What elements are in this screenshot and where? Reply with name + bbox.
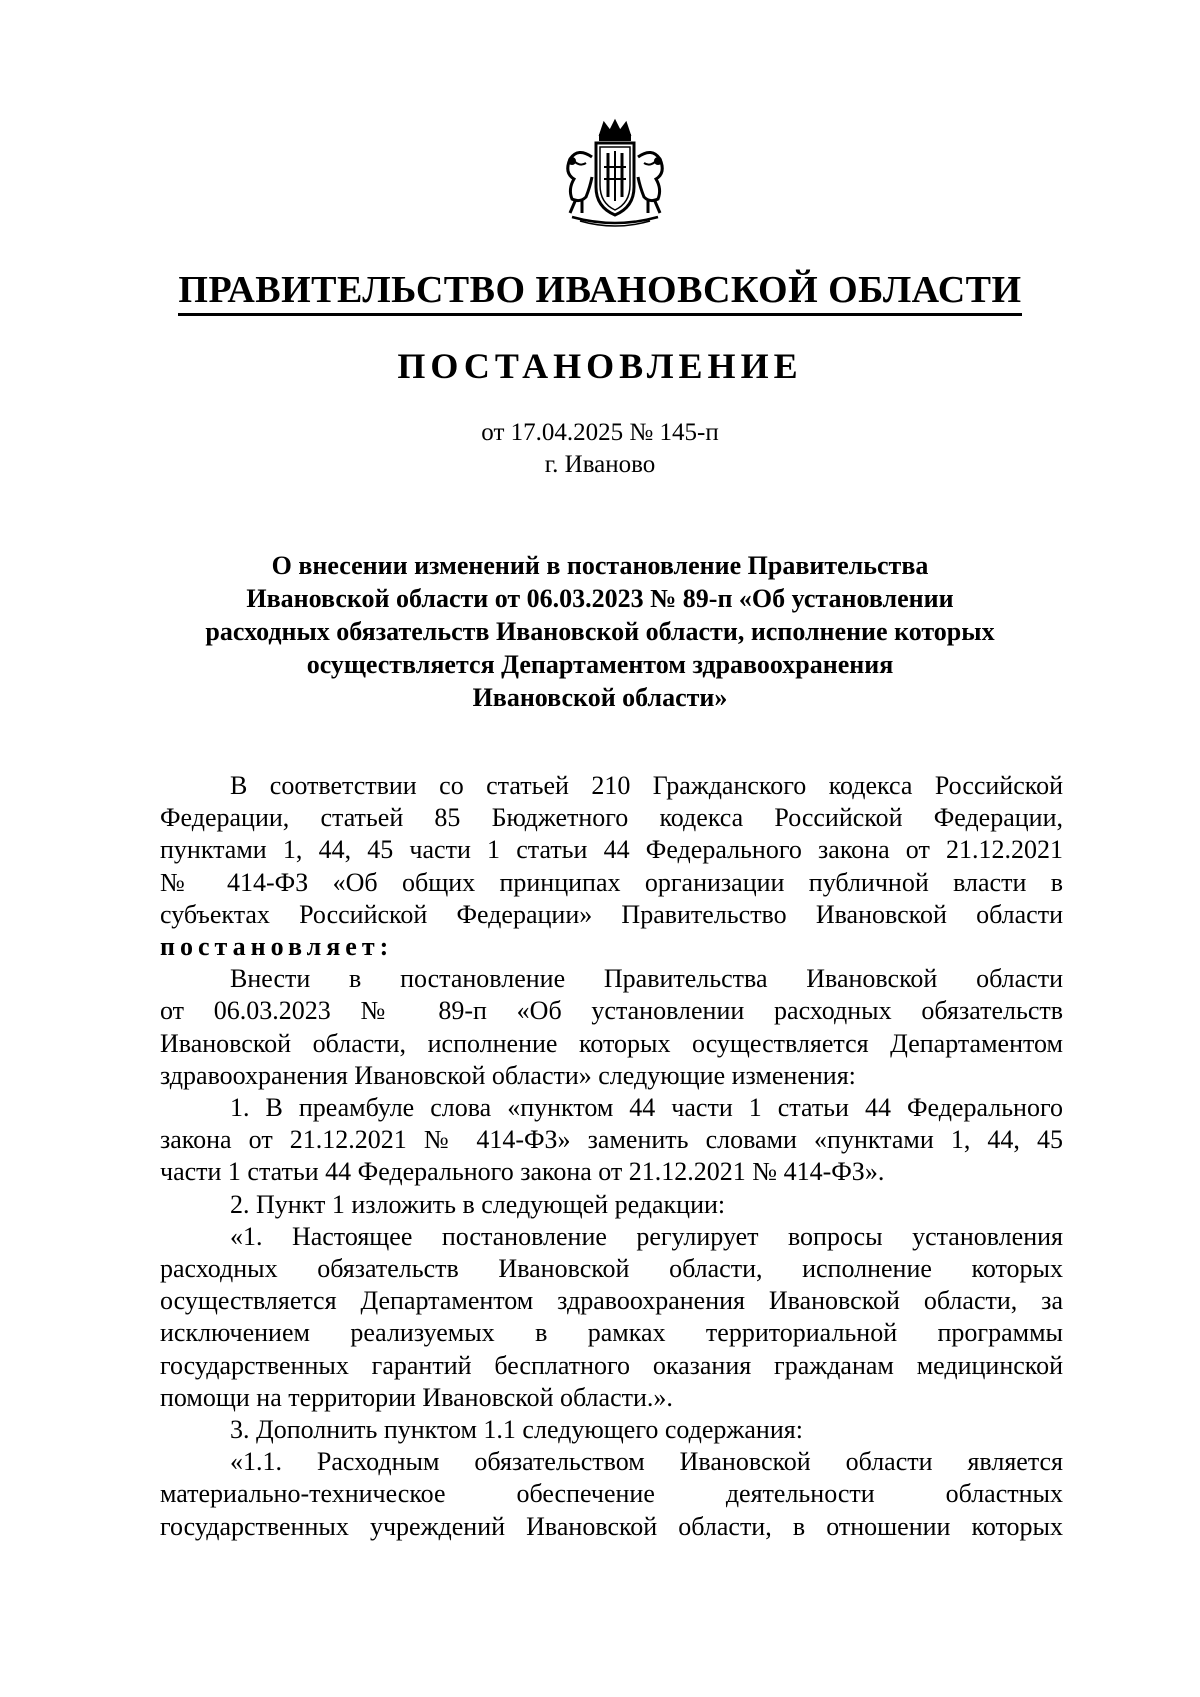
body-line: пунктами 1, 44, 45 части 1 статьи 44 Федерального закона от 21.12.2021: [160, 835, 1063, 865]
body-line: расходных обязательств Ивановской области, исполнение которых: [160, 1254, 1063, 1284]
body-line: № 414-ФЗ «Об общих принципах организации публичной власти в: [160, 867, 1063, 897]
body-line: от 06.03.2023 № 89-п «Об установлении расходных обязательств: [160, 996, 1063, 1026]
title-line: расходных обязательств Ивановской области, исполнение которых: [205, 617, 995, 646]
title-line: Ивановской области от 06.03.2023 № 89-п «Об установлении: [246, 584, 954, 613]
document-type: ПОСТАНОВЛЕНИЕ: [397, 346, 803, 386]
body-line: государственных учреждений Ивановской области, в отношении которых: [160, 1511, 1063, 1541]
body-line: материально-техническое обеспечение деятельности областных: [160, 1479, 1063, 1509]
title-line: осуществляется Департаментом здравоохранения: [306, 650, 894, 679]
document-title: [150, 549, 1050, 714]
body-line: исключением реализуемых в рамках территориальной программы: [160, 1318, 1063, 1348]
city: г. Иваново: [544, 451, 656, 478]
body-line: Федерации, статьей 85 Бюджетного кодекса Российской Федерации,: [160, 803, 1063, 833]
body-line: государственных гарантий бесплатного оказания гражданам медицинской: [160, 1350, 1063, 1380]
body-line: 1. В преамбуле слова «пунктом 44 части 1 статьи 44 Федерального: [230, 1093, 1063, 1123]
body-line: В соответствии со статьей 210 Гражданского кодекса Российской: [230, 771, 1063, 800]
title-line: Ивановской области»: [472, 683, 728, 712]
body-line: осуществляется Департаментом здравоохранения Ивановской области, за: [160, 1286, 1063, 1316]
body-line: здравоохранения Ивановской области» следующие изменения:: [160, 1060, 856, 1090]
body-line: 2. Пункт 1 изложить в следующей редакции:: [230, 1189, 726, 1219]
body-line: субъектах Российской Федерации» Правительство Ивановской области: [160, 899, 1063, 929]
body-line: «1. Настоящее постановление регулирует вопросы установления: [230, 1221, 1063, 1251]
resolves-keyword: постановляет:: [160, 932, 394, 962]
title-line: О внесении изменений в постановление Правительства: [271, 551, 929, 580]
body-line: части 1 статьи 44 Федерального закона от 21.12.2021 № 414-ФЗ».: [160, 1157, 885, 1187]
body-line: закона от 21.12.2021 № 414-ФЗ» заменить словами «пунктами 1, 44, 45: [160, 1125, 1063, 1155]
body-line: Внести в постановление Правительства Ивановской области: [230, 964, 1063, 994]
body-line: Ивановской области, исполнение которых осуществляется Департаментом: [160, 1028, 1063, 1058]
body-line: «1.1. Расходным обязательством Ивановской области является: [230, 1447, 1063, 1477]
organization-name: ПРАВИТЕЛЬСТВО ИВАНОВСКОЙ ОБЛАСТИ: [0, 268, 1200, 312]
date-number: от 17.04.2025 № 145-п: [481, 419, 719, 446]
coat-of-arms-emblem: [556, 117, 674, 229]
body-line: 3. Дополнить пунктом 1.1 следующего содержания:: [230, 1415, 803, 1445]
document-body: [160, 770, 1063, 1543]
body-line: помощи на территории Ивановской области.».: [160, 1382, 673, 1412]
